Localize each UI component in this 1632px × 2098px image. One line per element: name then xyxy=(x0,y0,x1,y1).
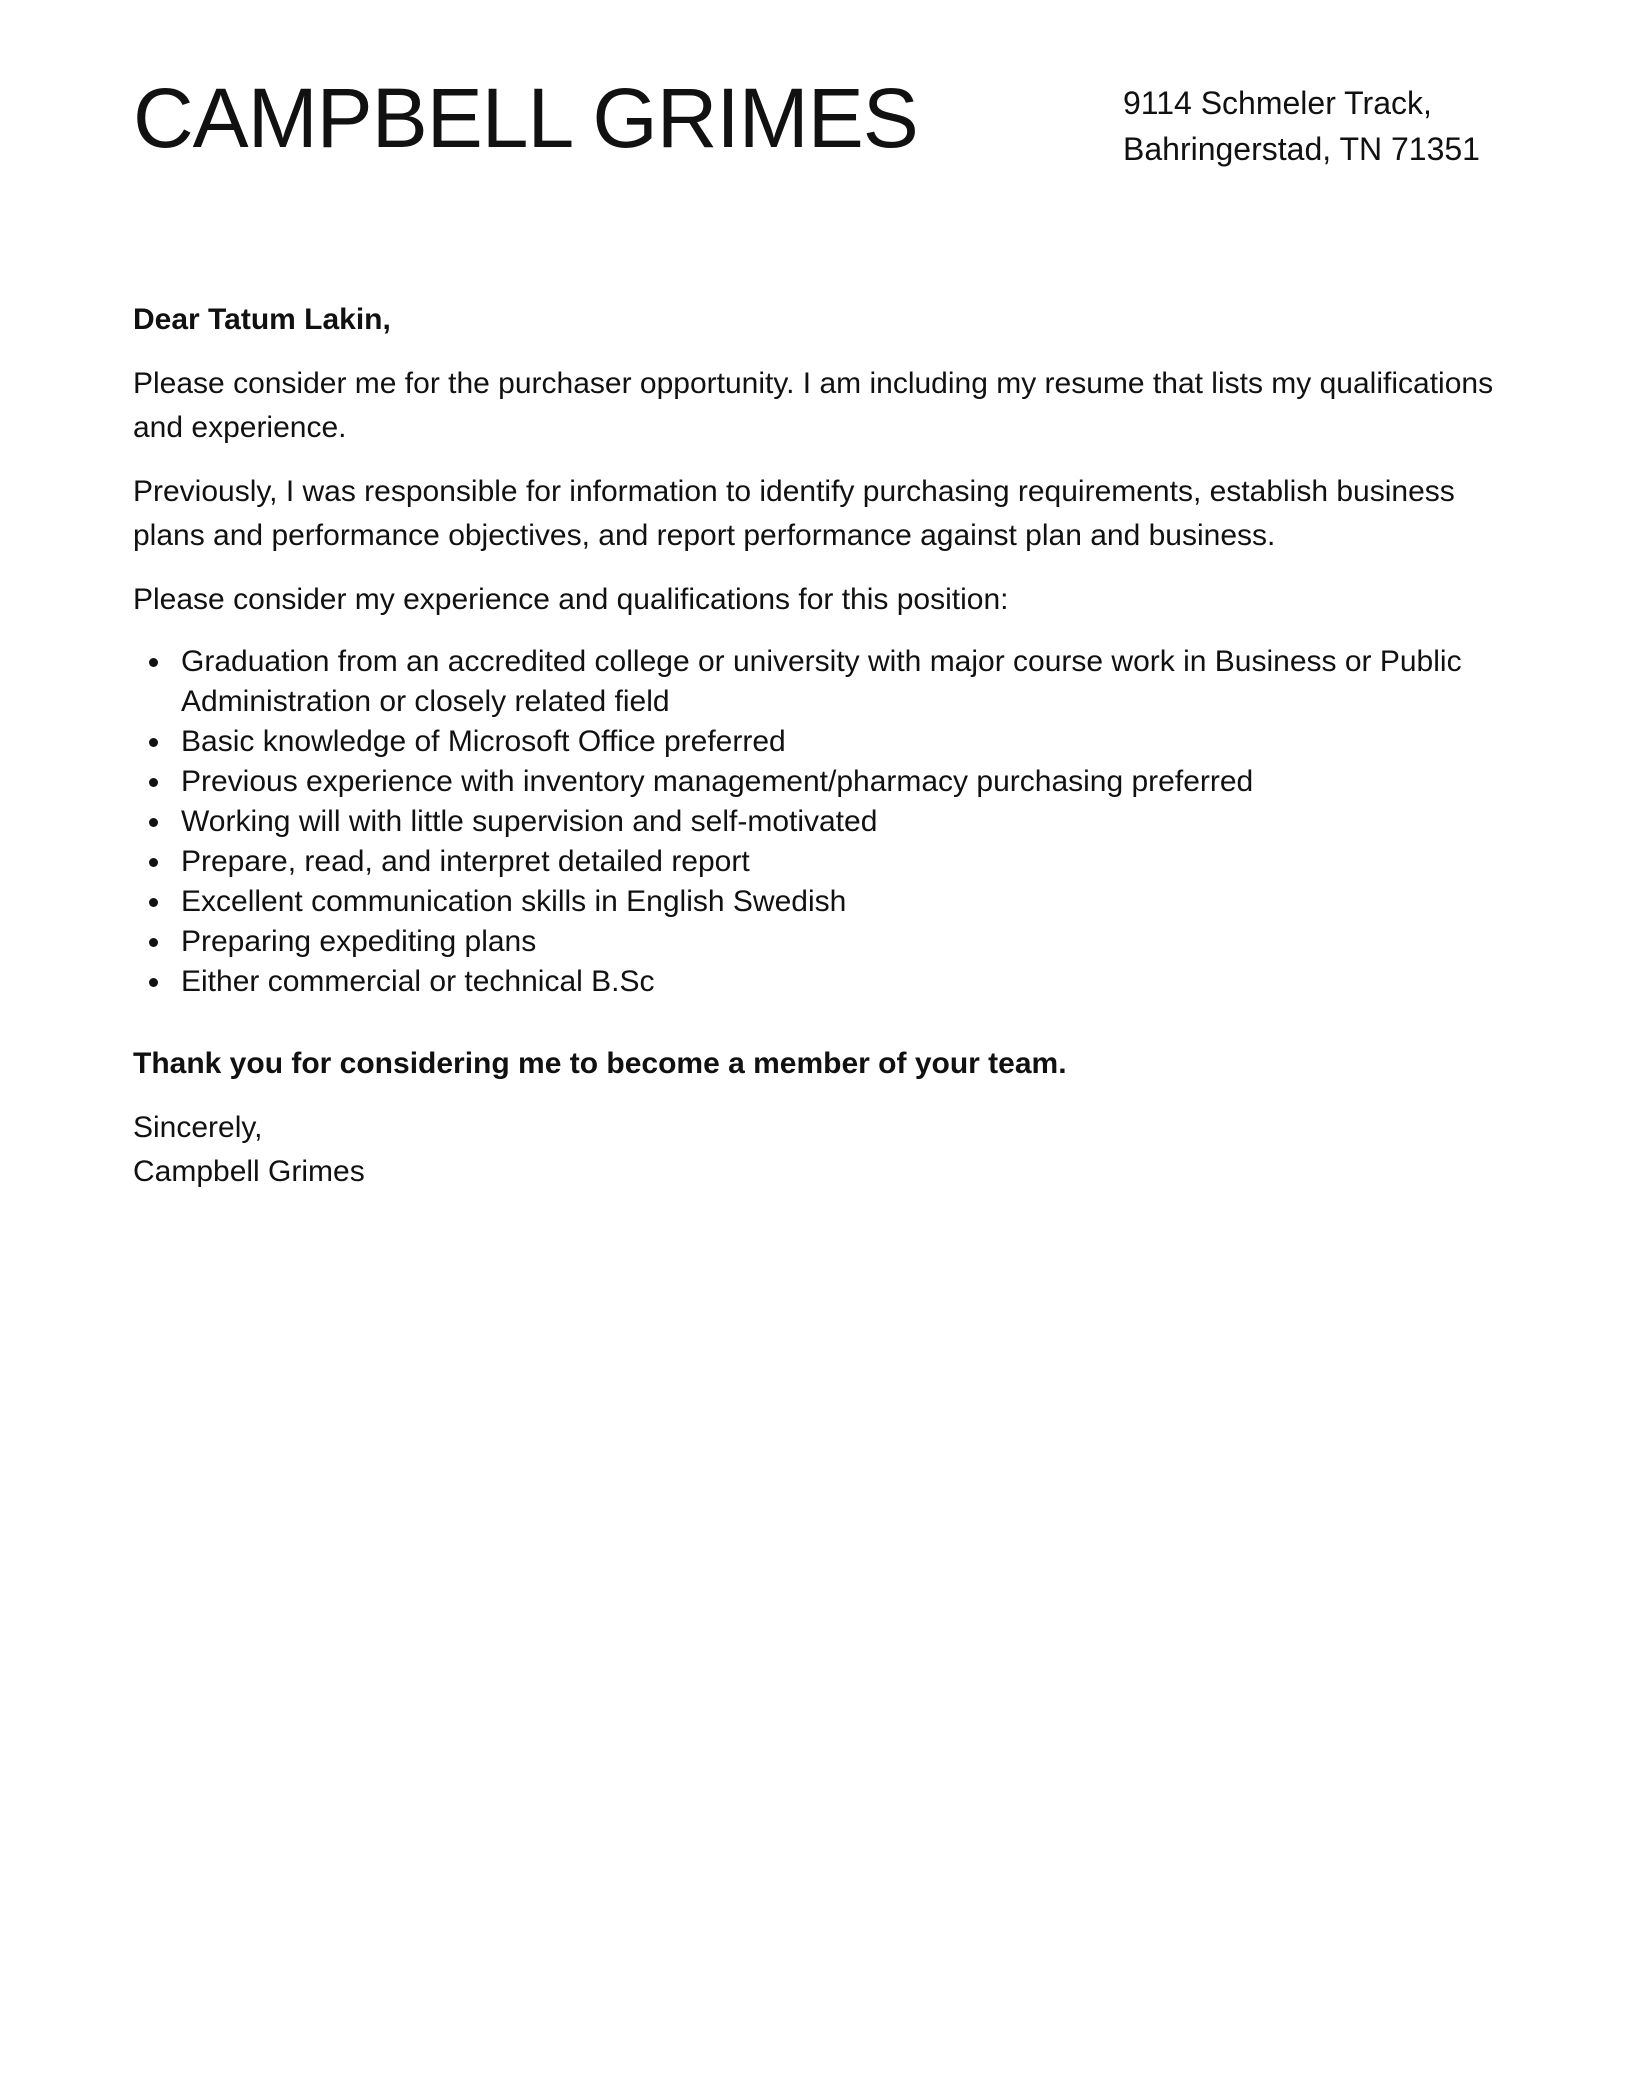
bullet-icon xyxy=(149,858,158,867)
list-item-text: Working will with little supervision and self-motivated xyxy=(181,805,878,838)
list-item-text: Prepare, read, and interpret detailed report xyxy=(181,845,750,878)
list-item xyxy=(181,722,1499,762)
list-item-text: Previous experience with inventory management/pharmacy purchasing preferred xyxy=(181,765,1254,798)
letter-body xyxy=(133,298,1499,1194)
bullet-icon xyxy=(149,778,158,787)
bullet-icon xyxy=(149,658,158,667)
list-item xyxy=(181,922,1499,962)
bullet-icon xyxy=(149,738,158,747)
bullet-icon xyxy=(149,898,158,907)
signoff: Sincerely, xyxy=(133,1111,263,1144)
list-item xyxy=(181,762,1499,802)
list-item xyxy=(181,962,1499,1002)
signoff-block xyxy=(133,1106,1499,1194)
list-item xyxy=(181,842,1499,882)
bullet-icon xyxy=(149,938,158,947)
qualifications-list xyxy=(133,642,1499,1002)
list-item xyxy=(181,882,1499,922)
list-item-text: Graduation from an accredited college or university with major course work in Business or Public Administration or closely related field xyxy=(181,645,1462,718)
list-item-text: Excellent communication skills in English Swedish xyxy=(181,885,847,918)
list-item xyxy=(181,802,1499,842)
letter-header xyxy=(133,68,1499,178)
address-line-1: 9114 Schmeler Track, xyxy=(1123,85,1432,121)
experience-paragraph: Previously, I was responsible for information to identify purchasing requirements, establish business plans and performance objectives, and report performance against plan and business. xyxy=(133,475,1455,552)
signature-name: Campbell Grimes xyxy=(133,1155,365,1188)
applicant-address xyxy=(1123,80,1480,172)
bullet-icon xyxy=(149,978,158,987)
address-line-2: Bahringerstad, TN 71351 xyxy=(1123,131,1480,167)
list-item xyxy=(181,642,1499,722)
applicant-name: CAMPBELL GRIMES xyxy=(133,71,918,165)
intro-paragraph: Please consider me for the purchaser opportunity. I am including my resume that lists my qualifications and experience. xyxy=(133,367,1494,444)
bullet-icon xyxy=(149,818,158,827)
qualifications-intro: Please consider my experience and qualifications for this position: xyxy=(133,583,1009,616)
list-item-text: Basic knowledge of Microsoft Office preferred xyxy=(181,725,786,758)
list-item-text: Preparing expediting plans xyxy=(181,925,537,958)
salutation: Dear Tatum Lakin, xyxy=(133,303,391,336)
list-item-text: Either commercial or technical B.Sc xyxy=(181,965,655,998)
closing-statement: Thank you for considering me to become a member of your team. xyxy=(133,1047,1067,1080)
